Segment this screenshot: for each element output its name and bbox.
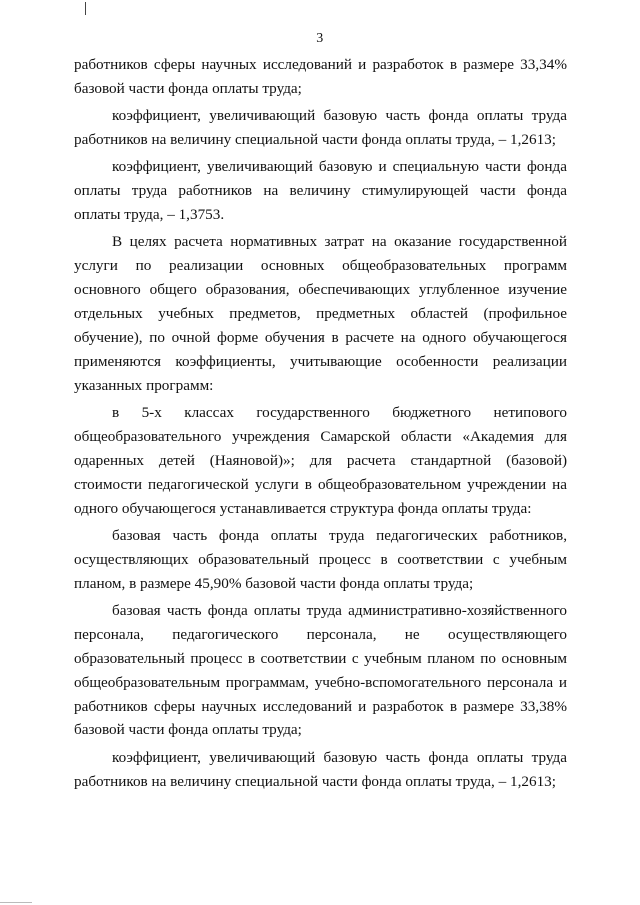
body-line: базовая часть фонда оплаты труда административно-хозяйственного [112, 601, 567, 619]
body-line: осуществляющих образовательный процесс в соответствии с учебным [74, 550, 567, 568]
body-line: оплаты труда работников на величину стимулирующей части фонда [74, 182, 567, 200]
body-line: работников сферы научных исследований и разработок в размере 33,38% [74, 697, 567, 715]
body-line: базовая часть фонда оплаты труда педагогических работников, [112, 526, 567, 544]
body-line: общеобразовательного учреждения Самарской области «Академия для [74, 427, 567, 445]
body-line: работников на величину специальной части фонда оплаты труда, – 1,2613; [74, 131, 556, 149]
page-number: 3 [316, 31, 324, 46]
body-line: одного обучающегося устанавливается структура фонда оплаты труда: [74, 499, 532, 517]
document-body [74, 53, 567, 793]
body-line: применяются коэффициенты, учитывающие особенности реализации [74, 352, 567, 370]
body-line: работников сферы научных исследований и разработок в размере 33,34% [74, 56, 567, 73]
body-line: планом, в размере 45,90% базовой части фонда оплаты труда; [74, 574, 474, 592]
body-line: отдельных учебных предметов, предметных областей (профильное [74, 305, 567, 323]
body-line: коэффициент, увеличивающий базовую и специальную части фонда [112, 158, 567, 176]
body-line: базовой части фонда оплаты труда; [74, 721, 302, 739]
body-line: коэффициент, увеличивающий базовую часть фонда оплаты труда [112, 748, 567, 766]
body-line: работников на величину специальной части фонда оплаты труда, – 1,2613; [74, 772, 556, 790]
body-line: общеобразовательным программам, учебно-вспомогательного персонала и [74, 673, 567, 691]
body-line: коэффициент, увеличивающий базовую часть фонда оплаты труда [112, 107, 567, 125]
body-line: указанных программ: [74, 376, 214, 394]
body-line: оплаты труда, – 1,3753. [74, 206, 225, 224]
body-line: образовательный процесс в соответствии с учебным планом по основным [74, 649, 567, 667]
page-bottom-rule [0, 902, 32, 903]
body-line: базовой части фонда оплаты труда; [74, 79, 302, 97]
body-line: основного общего образования, обеспечивающих углубленное изучение [74, 281, 567, 299]
page-edge-mark [85, 2, 86, 15]
body-line: стоимости педагогической услуги в общеобразовательном учреждении на [74, 475, 567, 493]
body-line: обучение), по очной форме обучения в расчете на одного обучающегося [74, 328, 567, 346]
body-line: персонала, педагогического персонала, не осуществляющего [74, 625, 567, 643]
body-line: одаренных детей (Наяновой)»; для расчета стандартной (базовой) [74, 451, 567, 469]
body-line: В целях расчета нормативных затрат на оказание государственной [112, 233, 567, 251]
body-line: услуги по реализации основных общеобразовательных программ [74, 257, 567, 275]
body-line: в 5-х классах государственного бюджетного нетипового [112, 404, 567, 422]
